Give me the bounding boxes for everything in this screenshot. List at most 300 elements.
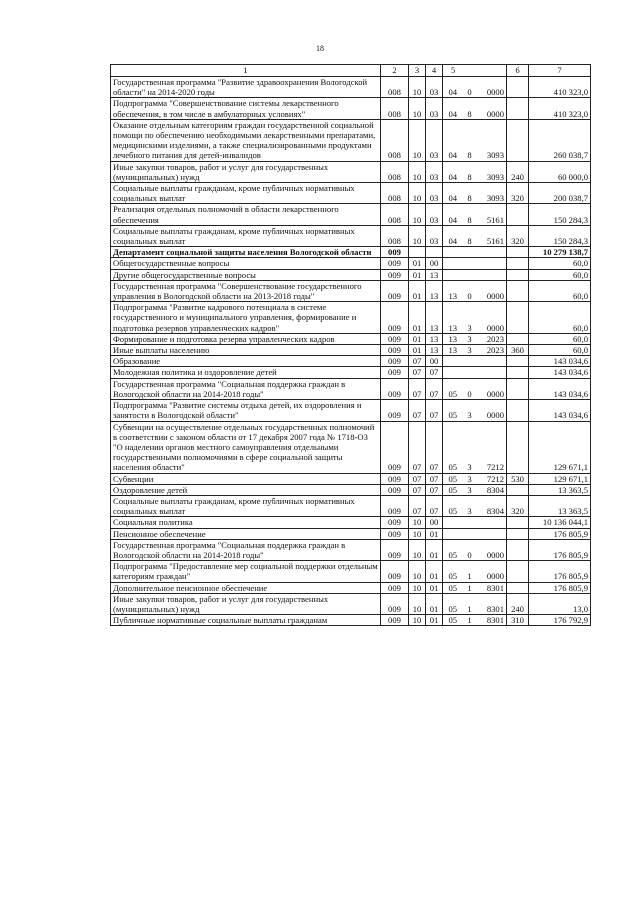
row-target-subprogram: 0 [463, 280, 477, 301]
row-expense-type [507, 247, 529, 258]
row-target-program: 13 [443, 302, 463, 334]
row-amount: 200 038,7 [529, 183, 591, 204]
row-target-program: 13 [443, 280, 463, 301]
header-col-7: 7 [529, 65, 591, 77]
row-amount: 410 323,0 [529, 98, 591, 119]
row-subsection: 13 [426, 280, 443, 301]
row-subsection: 01 [426, 539, 443, 560]
row-name: Формирование и подготовка резерва управленческих кадров [111, 333, 381, 344]
row-target-subprogram: 1 [463, 582, 477, 593]
row-target-program [443, 269, 463, 280]
row-amount: 60,0 [529, 258, 591, 269]
row-target-program: 05 [443, 421, 463, 473]
row-target-subprogram: 0 [463, 77, 477, 98]
row-name: Социальные выплаты гражданам, кроме публичных нормативных социальных выплат [111, 495, 381, 516]
row-target-subprogram: 8 [463, 161, 477, 182]
row-target-direction: 0000 [477, 280, 507, 301]
row-amount: 176 805,9 [529, 582, 591, 593]
row-section: 07 [409, 356, 426, 367]
row-admin-code: 009 [381, 528, 409, 539]
row-target-direction: 5161 [477, 225, 507, 246]
row-subsection: 07 [426, 495, 443, 516]
row-section: 10 [409, 119, 426, 161]
row-target-subprogram: 0 [463, 378, 477, 399]
row-amount: 13,0 [529, 593, 591, 614]
row-name: Реализация отдельных полномочий в области лекарственного обеспечения [111, 204, 381, 225]
row-subsection: 01 [426, 593, 443, 614]
row-name: Подпрограмма "Развитие кадрового потенциала в системе государственного и муниципального управления, формирование и подготовка резервов управленческих кадров" [111, 302, 381, 334]
row-subsection: 03 [426, 98, 443, 119]
row-subsection: 01 [426, 582, 443, 593]
row-section: 07 [409, 421, 426, 473]
row-subsection: 03 [426, 77, 443, 98]
row-subsection: 03 [426, 183, 443, 204]
row-target-direction: 3093 [477, 119, 507, 161]
row-amount: 176 805,9 [529, 528, 591, 539]
row-admin-code: 009 [381, 356, 409, 367]
row-admin-code: 009 [381, 473, 409, 484]
row-expense-type [507, 98, 529, 119]
row-name: Социальные выплаты гражданам, кроме публичных нормативных социальных выплат [111, 225, 381, 246]
row-target-subprogram: 8 [463, 225, 477, 246]
row-name: Социальная политика [111, 517, 381, 528]
row-target-direction: 0000 [477, 378, 507, 399]
row-amount: 60 000,0 [529, 161, 591, 182]
row-section: 10 [409, 77, 426, 98]
table-row [111, 161, 591, 182]
table-row [111, 77, 591, 98]
row-target-direction: 8304 [477, 495, 507, 516]
table-row [111, 539, 591, 560]
row-admin-code: 009 [381, 495, 409, 516]
row-admin-code: 009 [381, 517, 409, 528]
row-target-subprogram [463, 247, 477, 258]
row-target-subprogram [463, 528, 477, 539]
table-row [111, 367, 591, 378]
row-expense-type: 320 [507, 183, 529, 204]
row-admin-code: 009 [381, 258, 409, 269]
row-target-subprogram: 8 [463, 204, 477, 225]
row-admin-code: 009 [381, 561, 409, 582]
row-admin-code: 009 [381, 247, 409, 258]
table-row [111, 302, 591, 334]
header-col-6: 6 [507, 65, 529, 77]
row-expense-type: 320 [507, 495, 529, 516]
row-name: Подпрограмма "Совершенствование системы лекарственного обеспечения, в том числе в амбулаторных условиях" [111, 98, 381, 119]
row-subsection: 03 [426, 119, 443, 161]
row-subsection: 13 [426, 333, 443, 344]
table-row [111, 98, 591, 119]
table-row [111, 528, 591, 539]
row-section: 07 [409, 400, 426, 421]
table-row [111, 225, 591, 246]
row-section: 07 [409, 495, 426, 516]
row-target-subprogram [463, 258, 477, 269]
row-admin-code: 009 [381, 302, 409, 334]
row-expense-type [507, 77, 529, 98]
row-section: 10 [409, 225, 426, 246]
row-admin-code: 009 [381, 400, 409, 421]
row-expense-type [507, 378, 529, 399]
row-name: Иные закупки товаров, работ и услуг для государственных (муниципальных) нужд [111, 161, 381, 182]
row-section: 01 [409, 345, 426, 356]
row-section: 07 [409, 484, 426, 495]
row-target-program: 04 [443, 77, 463, 98]
row-name: Иные закупки товаров, работ и услуг для государственных (муниципальных) нужд [111, 593, 381, 614]
row-target-subprogram [463, 356, 477, 367]
row-target-subprogram [463, 517, 477, 528]
row-expense-type [507, 421, 529, 473]
row-name: Государственная программа "Социальная поддержка граждан в Вологодской области на 2014-2018 годы" [111, 539, 381, 560]
row-admin-code: 009 [381, 539, 409, 560]
page-number: 18 [316, 44, 324, 53]
row-name: Другие общегосударственные вопросы [111, 269, 381, 280]
table-row [111, 593, 591, 614]
row-subsection: 07 [426, 484, 443, 495]
row-admin-code: 008 [381, 161, 409, 182]
header-col-3: 3 [409, 65, 426, 77]
row-target-subprogram: 3 [463, 302, 477, 334]
budget-table [110, 64, 591, 626]
row-amount: 60,0 [529, 302, 591, 334]
row-subsection: 07 [426, 378, 443, 399]
row-target-program: 05 [443, 378, 463, 399]
row-admin-code: 008 [381, 183, 409, 204]
row-amount: 260 038,7 [529, 119, 591, 161]
header-col-4: 4 [426, 65, 443, 77]
row-target-subprogram: 3 [463, 345, 477, 356]
table-row [111, 280, 591, 301]
row-expense-type [507, 400, 529, 421]
row-target-direction [477, 269, 507, 280]
row-target-program [443, 367, 463, 378]
row-subsection: 13 [426, 345, 443, 356]
row-amount: 10 136 044,1 [529, 517, 591, 528]
row-target-program [443, 356, 463, 367]
row-section: 01 [409, 258, 426, 269]
row-target-subprogram [463, 269, 477, 280]
row-section: 01 [409, 302, 426, 334]
row-target-program: 04 [443, 183, 463, 204]
row-target-program: 04 [443, 161, 463, 182]
row-section: 07 [409, 378, 426, 399]
row-subsection: 01 [426, 615, 443, 626]
row-name: Пенсионное обеспечение [111, 528, 381, 539]
row-target-direction [477, 517, 507, 528]
row-subsection: 03 [426, 204, 443, 225]
table-row [111, 378, 591, 399]
row-target-program [443, 247, 463, 258]
table-row [111, 473, 591, 484]
row-subsection: 03 [426, 161, 443, 182]
row-target-subprogram: 1 [463, 561, 477, 582]
row-name: Государственная программа "Развитие здравоохранения Вологодской области" на 2014-2020 годы [111, 77, 381, 98]
row-expense-type: 240 [507, 593, 529, 614]
row-section: 10 [409, 615, 426, 626]
row-amount: 143 034,6 [529, 356, 591, 367]
row-name: Дополнительное пенсионное обеспечение [111, 582, 381, 593]
row-amount: 176 805,9 [529, 539, 591, 560]
row-target-subprogram: 1 [463, 615, 477, 626]
header-col-1: 1 [111, 65, 381, 77]
row-target-program: 13 [443, 333, 463, 344]
row-target-program [443, 517, 463, 528]
row-section: 07 [409, 367, 426, 378]
row-subsection: 07 [426, 367, 443, 378]
row-expense-type: 310 [507, 615, 529, 626]
row-target-direction: 8304 [477, 484, 507, 495]
row-admin-code: 009 [381, 593, 409, 614]
table-row [111, 119, 591, 161]
row-name: Субвенции [111, 473, 381, 484]
row-target-direction: 8301 [477, 582, 507, 593]
row-target-direction: 3093 [477, 183, 507, 204]
table-row [111, 582, 591, 593]
row-section: 01 [409, 333, 426, 344]
row-amount: 60,0 [529, 333, 591, 344]
row-target-subprogram: 8 [463, 98, 477, 119]
row-expense-type [507, 539, 529, 560]
row-subsection: 07 [426, 473, 443, 484]
row-target-program [443, 258, 463, 269]
row-expense-type [507, 280, 529, 301]
row-expense-type [507, 333, 529, 344]
table-row [111, 269, 591, 280]
header-col-2: 2 [381, 65, 409, 77]
row-expense-type [507, 582, 529, 593]
table-row [111, 345, 591, 356]
row-subsection: 00 [426, 258, 443, 269]
row-target-direction: 7212 [477, 421, 507, 473]
row-target-subprogram: 3 [463, 400, 477, 421]
row-target-program: 04 [443, 98, 463, 119]
row-subsection: 07 [426, 400, 443, 421]
row-target-program: 05 [443, 400, 463, 421]
row-target-direction: 0000 [477, 539, 507, 560]
row-admin-code: 009 [381, 280, 409, 301]
row-name: Молодежная политика и оздоровление детей [111, 367, 381, 378]
table-row [111, 615, 591, 626]
row-target-direction: 7212 [477, 473, 507, 484]
row-admin-code: 008 [381, 98, 409, 119]
row-expense-type [507, 204, 529, 225]
row-name: Общегосударственные вопросы [111, 258, 381, 269]
header-row [111, 65, 591, 77]
row-expense-type: 320 [507, 225, 529, 246]
row-target-direction: 8301 [477, 593, 507, 614]
row-admin-code: 009 [381, 378, 409, 399]
row-admin-code: 008 [381, 77, 409, 98]
row-target-program: 04 [443, 204, 463, 225]
row-amount: 60,0 [529, 345, 591, 356]
row-section: 01 [409, 269, 426, 280]
row-amount: 129 671,1 [529, 421, 591, 473]
row-name: Департамент социальной защиты населения Вологодской области [111, 247, 381, 258]
table-row [111, 517, 591, 528]
row-amount: 60,0 [529, 280, 591, 301]
row-section: 10 [409, 98, 426, 119]
table-row [111, 204, 591, 225]
row-target-subprogram: 3 [463, 473, 477, 484]
row-admin-code: 009 [381, 367, 409, 378]
row-name: Подпрограмма "Развитие системы отдыха детей, их оздоровления и занятости в Вологодской области" [111, 400, 381, 421]
row-admin-code: 009 [381, 421, 409, 473]
row-subsection: 01 [426, 528, 443, 539]
row-subsection: 13 [426, 269, 443, 280]
row-section: 10 [409, 204, 426, 225]
row-section: 10 [409, 517, 426, 528]
row-amount: 143 034,6 [529, 400, 591, 421]
row-expense-type [507, 356, 529, 367]
row-subsection: 01 [426, 561, 443, 582]
row-target-program: 04 [443, 119, 463, 161]
row-target-direction [477, 247, 507, 258]
table-row [111, 247, 591, 258]
row-amount: 13 363,5 [529, 484, 591, 495]
row-amount: 150 284,3 [529, 225, 591, 246]
row-section: 10 [409, 528, 426, 539]
row-section [409, 247, 426, 258]
row-target-direction: 0000 [477, 561, 507, 582]
row-name: Подпрограмма "Предоставление мер социальной поддержки отдельным категориям граждан" [111, 561, 381, 582]
row-amount: 10 279 138,7 [529, 247, 591, 258]
row-subsection: 13 [426, 302, 443, 334]
row-target-subprogram: 3 [463, 484, 477, 495]
row-target-direction [477, 367, 507, 378]
row-section: 01 [409, 280, 426, 301]
row-target-direction [477, 258, 507, 269]
row-expense-type [507, 302, 529, 334]
row-expense-type [507, 517, 529, 528]
row-subsection: 03 [426, 225, 443, 246]
row-name: Государственная программа "Социальная поддержка граждан в Вологодской области на 2014-2018 годы" [111, 378, 381, 399]
table-row [111, 400, 591, 421]
table-row [111, 183, 591, 204]
row-expense-type: 530 [507, 473, 529, 484]
row-subsection: 00 [426, 517, 443, 528]
row-target-program [443, 528, 463, 539]
row-subsection: 07 [426, 421, 443, 473]
row-admin-code: 009 [381, 333, 409, 344]
row-name: Публичные нормативные социальные выплаты гражданам [111, 615, 381, 626]
row-section: 10 [409, 161, 426, 182]
row-target-program: 05 [443, 495, 463, 516]
row-amount: 60,0 [529, 269, 591, 280]
row-expense-type [507, 484, 529, 495]
row-amount: 176 805,9 [529, 561, 591, 582]
row-admin-code: 008 [381, 204, 409, 225]
row-target-program: 05 [443, 473, 463, 484]
row-name: Иные выплаты населению [111, 345, 381, 356]
row-target-program: 05 [443, 539, 463, 560]
row-target-program: 05 [443, 615, 463, 626]
row-admin-code: 008 [381, 119, 409, 161]
row-subsection [426, 247, 443, 258]
row-expense-type [507, 528, 529, 539]
row-target-direction: 0000 [477, 400, 507, 421]
row-target-subprogram [463, 367, 477, 378]
row-target-direction [477, 356, 507, 367]
table-row [111, 561, 591, 582]
row-expense-type [507, 258, 529, 269]
row-admin-code: 009 [381, 582, 409, 593]
row-expense-type: 240 [507, 161, 529, 182]
row-target-direction: 2023 [477, 345, 507, 356]
row-target-subprogram: 3 [463, 333, 477, 344]
row-amount: 143 034,6 [529, 378, 591, 399]
row-section: 10 [409, 539, 426, 560]
row-name: Субвенции на осуществление отдельных государственных полномочий в соответствии с законом области от 17 декабря 2007 года № 1718-ОЗ "О наделении органов местного самоуправления отдельными государственными полномочиями в сфере социальной защиты населения области" [111, 421, 381, 473]
row-admin-code: 009 [381, 345, 409, 356]
row-section: 10 [409, 183, 426, 204]
row-expense-type [507, 561, 529, 582]
budget-table-body [111, 65, 591, 626]
table-row [111, 356, 591, 367]
row-target-subprogram: 0 [463, 539, 477, 560]
row-target-direction: 0000 [477, 302, 507, 334]
header-col-5: 5 [443, 65, 507, 77]
row-amount: 410 323,0 [529, 77, 591, 98]
row-expense-type [507, 269, 529, 280]
row-target-direction: 5161 [477, 204, 507, 225]
row-section: 07 [409, 473, 426, 484]
row-expense-type: 360 [507, 345, 529, 356]
table-row [111, 495, 591, 516]
row-target-program: 05 [443, 593, 463, 614]
table-row [111, 333, 591, 344]
row-admin-code: 009 [381, 269, 409, 280]
row-amount: 129 671,1 [529, 473, 591, 484]
row-name: Оздоровление детей [111, 484, 381, 495]
table-row [111, 484, 591, 495]
row-section: 10 [409, 593, 426, 614]
row-name: Оказание отдельным категориям граждан государственной социальной помощи по обеспечению необходимыми лекарственными препаратами, медицинскими изделиями, а также специализированными продуктами лечебного питания для детей-инвалидов [111, 119, 381, 161]
row-target-direction: 0000 [477, 77, 507, 98]
row-subsection: 00 [426, 356, 443, 367]
row-admin-code: 009 [381, 615, 409, 626]
row-admin-code: 008 [381, 225, 409, 246]
row-target-direction [477, 528, 507, 539]
row-target-direction: 2023 [477, 333, 507, 344]
row-target-subprogram: 1 [463, 593, 477, 614]
row-amount: 150 284,3 [529, 204, 591, 225]
row-name: Социальные выплаты гражданам, кроме публичных нормативных социальных выплат [111, 183, 381, 204]
row-target-program: 13 [443, 345, 463, 356]
row-target-subprogram: 8 [463, 119, 477, 161]
row-target-direction: 3093 [477, 161, 507, 182]
row-section: 10 [409, 582, 426, 593]
row-target-subprogram: 3 [463, 421, 477, 473]
row-name: Образование [111, 356, 381, 367]
row-target-program: 04 [443, 225, 463, 246]
row-target-program: 05 [443, 561, 463, 582]
row-section: 10 [409, 561, 426, 582]
row-target-program: 05 [443, 484, 463, 495]
row-target-subprogram: 8 [463, 183, 477, 204]
row-admin-code: 009 [381, 484, 409, 495]
row-target-direction: 8301 [477, 615, 507, 626]
row-target-subprogram: 3 [463, 495, 477, 516]
row-expense-type [507, 367, 529, 378]
table-row [111, 258, 591, 269]
row-target-program: 05 [443, 582, 463, 593]
table-row [111, 421, 591, 473]
row-expense-type [507, 119, 529, 161]
row-amount: 13 363,5 [529, 495, 591, 516]
row-amount: 143 034,6 [529, 367, 591, 378]
row-target-direction: 0000 [477, 98, 507, 119]
row-amount: 176 792,9 [529, 615, 591, 626]
